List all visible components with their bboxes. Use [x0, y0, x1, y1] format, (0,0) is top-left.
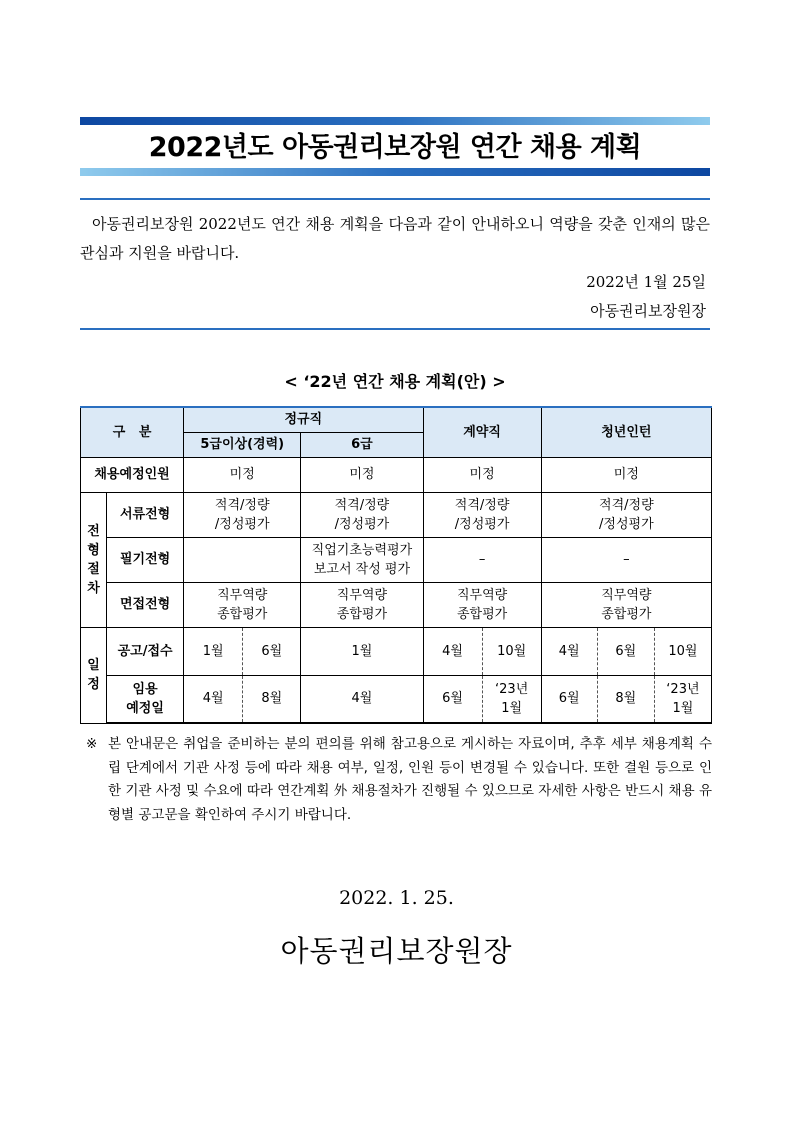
title-band-bottom: [80, 168, 710, 176]
header-category: 구 분: [81, 407, 184, 457]
footer-signer: 아동권리보장원장: [280, 934, 513, 968]
table-header-row-1: [81, 407, 712, 432]
interview-grade5: 직무역량 종합평가: [184, 582, 301, 627]
appoint-grade5-first: 4월: [184, 675, 243, 723]
appoint-grade5-second: 8월: [243, 675, 301, 723]
headcount-grade6: 미정: [301, 457, 423, 492]
table-row-interview: [81, 582, 712, 627]
written-contract: –: [423, 537, 541, 582]
table-row-headcount: [81, 457, 712, 492]
written-youth: –: [541, 537, 711, 582]
notice-grade5-second: 6월: [243, 627, 301, 675]
process-group-label: 전 형 절 차: [81, 492, 107, 627]
written-grade5: [184, 537, 301, 582]
header-regular: 정규직: [184, 407, 423, 432]
intro-signer: 아동권리보장원장: [590, 302, 706, 320]
notice-contract-first: 4월: [423, 627, 482, 675]
notice-text: 본 안내문은 취업을 준비하는 분의 편의를 위해 참고용으로 게시하는 자료이며, 추후 세부 채용계획 수립 단계에서 기관 사정 등에 따라 채용 여부, 일정, 인원 등이 변경될 수 있습니다. 또한 결원 등으로 인한 기관 사정 및 수요에 따라 연간계획 外 채용절차가 진행될 수 있으므로 자세한 사항은 반드시 채용 유형별 공고문을 확인하여 주시기 바랍니다.: [108, 736, 712, 823]
notice-youth-second: 6월: [597, 627, 654, 675]
table-row-written: [81, 537, 712, 582]
document-youth: 적격/정량 /정성평가: [541, 492, 711, 537]
headcount-contract: 미정: [423, 457, 541, 492]
header-grade5: 5급이상(경력): [184, 432, 301, 457]
table-row-appointment: [81, 675, 712, 723]
appoint-grade6: 4월: [301, 675, 423, 723]
header-grade6: 6급: [301, 432, 423, 457]
notice-label: 공고/접수: [107, 627, 184, 675]
table-row-document: [81, 492, 712, 537]
headcount-youth: 미정: [541, 457, 711, 492]
notice-contract-second: 10월: [482, 627, 541, 675]
appoint-youth-second: 8월: [597, 675, 654, 723]
document-label: 서류전형: [107, 492, 184, 537]
notice-grade5-first: 1월: [184, 627, 243, 675]
intro-box: [80, 210, 710, 326]
intro-text: 아동권리보장원 2022년도 연간 채용 계획을 다음과 같이 안내하오니 역량을 갖춘 인재의 많은 관심과 지원을 바랍니다.: [80, 215, 710, 262]
document-grade5: 적격/정량 /정성평가: [184, 492, 301, 537]
interview-youth: 직무역량 종합평가: [541, 582, 711, 627]
reference-mark: ※: [86, 736, 98, 752]
notice-grade6: 1월: [301, 627, 423, 675]
notice-youth-third: 10월: [654, 627, 711, 675]
hiring-plan-table: [80, 406, 712, 724]
title-band-top: [80, 117, 710, 125]
appoint-contract-second: ‘23년 1월: [482, 675, 541, 723]
page-title: 2022년도 아동권리보장원 연간 채용 계획: [148, 132, 642, 163]
schedule-group-label: 일 정: [81, 627, 107, 723]
appoint-youth-third: ‘23년 1월: [654, 675, 711, 723]
table-row-notice: [81, 627, 712, 675]
header-contract: 계약직: [423, 407, 541, 457]
document-grade6: 적격/정량 /정성평가: [301, 492, 423, 537]
interview-contract: 직무역량 종합평가: [423, 582, 541, 627]
written-label: 필기전형: [107, 537, 184, 582]
plan-title: < ‘22년 연간 채용 계획(안) >: [284, 372, 506, 391]
header-youth-intern: 청년인턴: [541, 407, 711, 457]
interview-grade6: 직무역량 종합평가: [301, 582, 423, 627]
notice-block: [86, 733, 712, 827]
appoint-youth-first: 6월: [541, 675, 597, 723]
document-contract: 적격/정량 /정성평가: [423, 492, 541, 537]
notice-youth-first: 4월: [541, 627, 597, 675]
appoint-contract-first: 6월: [423, 675, 482, 723]
intro-date: 2022년 1월 25일: [586, 273, 706, 291]
appointment-label: 임용 예정일: [107, 675, 184, 723]
intro-rule-top: [80, 198, 710, 200]
headcount-grade5: 미정: [184, 457, 301, 492]
interview-label: 면접전형: [107, 582, 184, 627]
footer-date: 2022. 1. 25.: [339, 887, 454, 909]
headcount-label: 채용예정인원: [81, 457, 184, 492]
written-grade6: 직업기초능력평가 보고서 작성 평가: [301, 537, 423, 582]
intro-rule-bottom: [80, 328, 710, 330]
